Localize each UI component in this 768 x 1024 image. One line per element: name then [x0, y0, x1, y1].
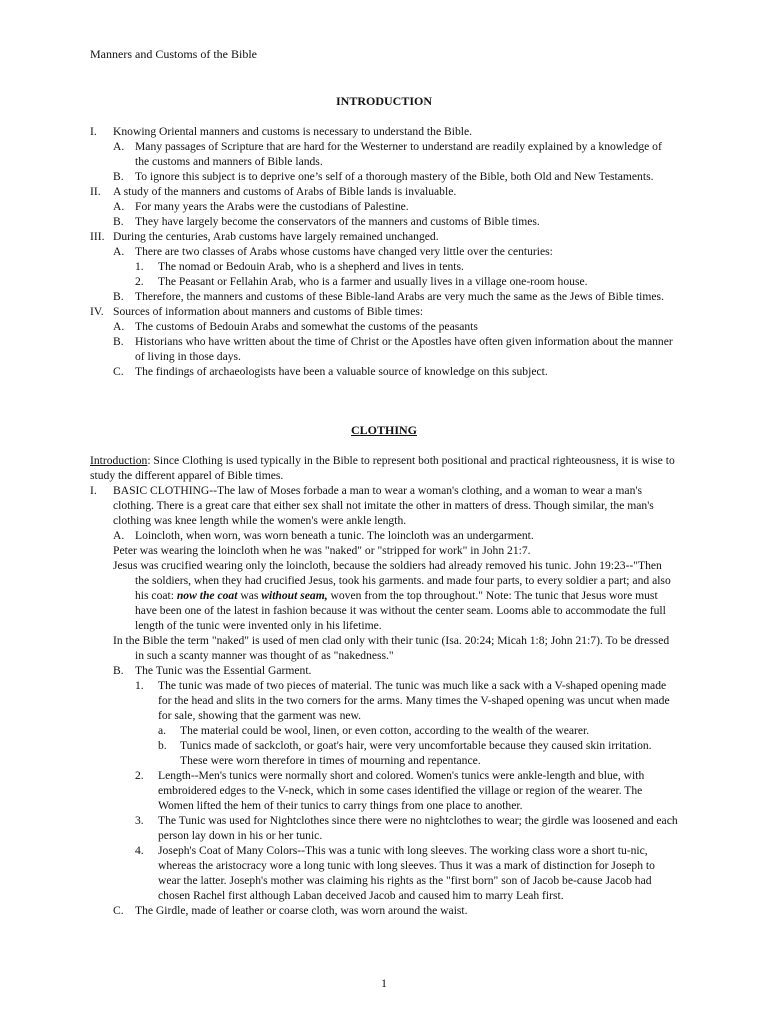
item-marker: III. — [90, 230, 105, 243]
item-marker: b. — [158, 739, 167, 752]
item-text: The nomad or Bedouin Arab, who is a shepherd and lives in tents. — [158, 260, 464, 273]
item-text: The Peasant or Fellahin Arab, who is a farmer and usually lives in a village one-room house. — [158, 275, 588, 288]
emphasis-coat: now the coat — [176, 589, 238, 602]
item-marker: A. — [113, 245, 125, 258]
item-marker: B. — [113, 335, 124, 348]
item-marker: B. — [113, 290, 124, 303]
item-text: BASIC CLOTHING--The law of Moses forbade a man to wear a woman's clothing, and a woman to wear a man's clothing. There is a great care that either sex shall not imitate the other in matters of dress. Though similar, the man's clothing was knee length while the women's were ankle length. — [113, 484, 654, 527]
intro-text: : Since Clothing is used typically in the Bible to represent both positional and practical righteousness, it is wise to study the different apparel of Bible times. — [90, 454, 675, 482]
outline-subitem — [90, 364, 678, 379]
item-text: The Tunic was the Essential Garment. — [135, 664, 312, 677]
clothing-heading: CLOTHING — [350, 423, 417, 437]
item-marker: 3. — [135, 814, 144, 827]
jesus-text-1: Jesus was crucified wearing only the loincloth, because the soldiers had already removed his tunic. John 19:23--"Then the soldiers, when they had crucified Jesus, took his garments. and made four parts, to every soldier a part; and also his coat: — [113, 559, 671, 602]
item-marker: A. — [113, 140, 125, 153]
outline-subitem — [90, 528, 678, 543]
outline-subitem — [90, 214, 678, 229]
page-number: 1 — [381, 976, 387, 990]
item-text: A study of the manners and customs of Arabs of Bible lands is invaluable. — [113, 185, 457, 198]
outline-subitem — [90, 139, 678, 169]
outline-item — [90, 483, 678, 528]
outline-subsubitem — [90, 274, 678, 289]
introduction-heading: INTRODUCTION — [335, 94, 432, 108]
loincloth-peter-paragraph: Peter was wearing the loincloth when he was "naked" or "stripped for work" in John 21:7. — [113, 544, 531, 557]
intro-label: Introduction — [90, 454, 148, 467]
item-marker: 2. — [135, 769, 144, 782]
item-text: Knowing Oriental manners and customs is necessary to understand the Bible. — [113, 125, 473, 138]
item-marker: C. — [113, 365, 124, 378]
item-text: Joseph's Coat of Many Colors--This was a tunic with long sleeves. The working class wore a short tu-nic, whereas the aristocracy wore a long tunic with long sleeves. Thus it was a mark of distinction for Joseph to wear the latter. Joseph's mother was claiming his rights as the "first born" son of Jacob be-cause Jacob had chosen Rachel first although Laban deceived Jacob and caused him to marry Leah first. — [158, 844, 655, 902]
item-marker: 1. — [135, 679, 144, 692]
item-text: The findings of archaeologists have been a valuable source of knowledge on this subject. — [135, 365, 548, 378]
loincloth-naked-paragraph: In the Bible the term "naked" is used of men clad only with their tunic (Isa. 20:24; Micah 1:8; John 21:7). To be dressed in such a scanty manner was thought of as "nakedness." — [113, 634, 670, 662]
clothing-intro — [90, 453, 678, 483]
jesus-text-3: woven from the top throughout." Note: The tunic that Jesus wore must have been one of the latest in fashion because it was without the center seam. Looms able to accommodate the full length of the tunic were invented only in his lifetime. — [135, 589, 666, 632]
item-marker: 1. — [135, 260, 144, 273]
item-marker: 4. — [135, 844, 144, 857]
item-marker: a. — [158, 724, 167, 737]
item-marker: 2. — [135, 275, 144, 288]
item-text: Sources of information about manners and customs of Bible times: — [113, 305, 424, 318]
item-marker: A. — [113, 200, 125, 213]
running-header: Manners and Customs of the Bible — [90, 47, 257, 61]
introduction-outline — [90, 124, 678, 379]
outline-letter-item — [90, 723, 678, 738]
item-text: For many years the Arabs were the custodians of Palestine. — [135, 200, 409, 213]
outline-letter-item — [90, 738, 678, 768]
item-text: Therefore, the manners and customs of these Bible-land Arabs are very much the same as the Jews of Bible times. — [135, 290, 664, 303]
outline-subitem — [90, 903, 678, 918]
item-marker: B. — [113, 664, 124, 677]
item-marker: I. — [90, 125, 97, 138]
outline-subitem — [90, 334, 678, 364]
outline-item — [90, 304, 678, 319]
outline-subsubitem — [90, 259, 678, 274]
item-text: There are two classes of Arabs whose customs have changed very little over the centuries: — [135, 245, 553, 258]
outline-subitem — [90, 199, 678, 214]
clothing-section — [90, 453, 678, 918]
item-marker: II. — [90, 185, 101, 198]
item-text: During the centuries, Arab customs have largely remained unchanged. — [113, 230, 439, 243]
item-marker: C. — [113, 904, 124, 917]
item-marker: A. — [113, 529, 125, 542]
item-marker: IV. — [90, 305, 104, 318]
outline-subitem — [90, 289, 678, 304]
outline-subsubitem — [90, 768, 678, 813]
jesus-text-2: was — [237, 589, 262, 602]
item-text: Historians who have written about the time of Christ or the Apostles have often given information about the manner of living in those days. — [135, 335, 673, 363]
outline-subitem — [90, 169, 678, 184]
outline-item — [90, 124, 678, 139]
item-marker: B. — [113, 215, 124, 228]
item-text: They have largely become the conservators of the manners and customs of Bible times. — [135, 215, 540, 228]
item-text: The tunic was made of two pieces of material. The tunic was much like a sack with a V-shaped opening made for the head and slits in the two corners for the arms. Many times the V-shaped opening was uncut when made for sale, showing that the garment was new. — [158, 679, 670, 722]
item-marker: I. — [90, 484, 97, 497]
outline-item — [90, 184, 678, 199]
outline-subitem — [90, 663, 678, 678]
item-text: The Girdle, made of leather or coarse cloth, was worn around the waist. — [135, 904, 468, 917]
item-text: To ignore this subject is to deprive one’s self of a thorough mastery of the Bible, both Old and New Testaments. — [135, 170, 654, 183]
item-marker: A. — [113, 320, 125, 333]
outline-subitem — [90, 319, 678, 334]
emphasis-seam: without seam, — [261, 589, 328, 602]
item-text: The material could be wool, linen, or even cotton, according to the wealth of the wearer. — [180, 724, 590, 737]
item-text: Loincloth, when worn, was worn beneath a tunic. The loincloth was an undergarment. — [135, 529, 534, 542]
item-text: Tunics made of sackcloth, or goat's hair, were very uncomfortable because they caused skin irritation. These were worn therefore in times of mourning and repentance. — [180, 739, 652, 767]
outline-subsubitem — [90, 813, 678, 843]
outline-subitem — [90, 244, 678, 259]
outline-subsubitem — [90, 843, 678, 903]
item-text: Length--Men's tunics were normally short and colored. Women's tunics were ankle-length and blue, with embroidered edges to the V-neck, which in some cases identified the village or region of the wearer. The Women lifted the hem of their tunics to carry things from one place to another. — [158, 769, 645, 812]
outline-item — [90, 229, 678, 244]
item-text: The customs of Bedouin Arabs and somewhat the customs of the peasants — [135, 320, 478, 333]
item-text: The Tunic was used for Nightclothes since there were no nightclothes to wear; the girdle was loosened and each person lay down in his or her tunic. — [158, 814, 678, 842]
loincloth-jesus-paragraph — [90, 558, 678, 633]
outline-subsubitem — [90, 678, 678, 723]
item-marker: B. — [113, 170, 124, 183]
item-text: Many passages of Scripture that are hard for the Westerner to understand are readily explained by a knowledge of the customs and manners of Bible lands. — [135, 140, 662, 168]
